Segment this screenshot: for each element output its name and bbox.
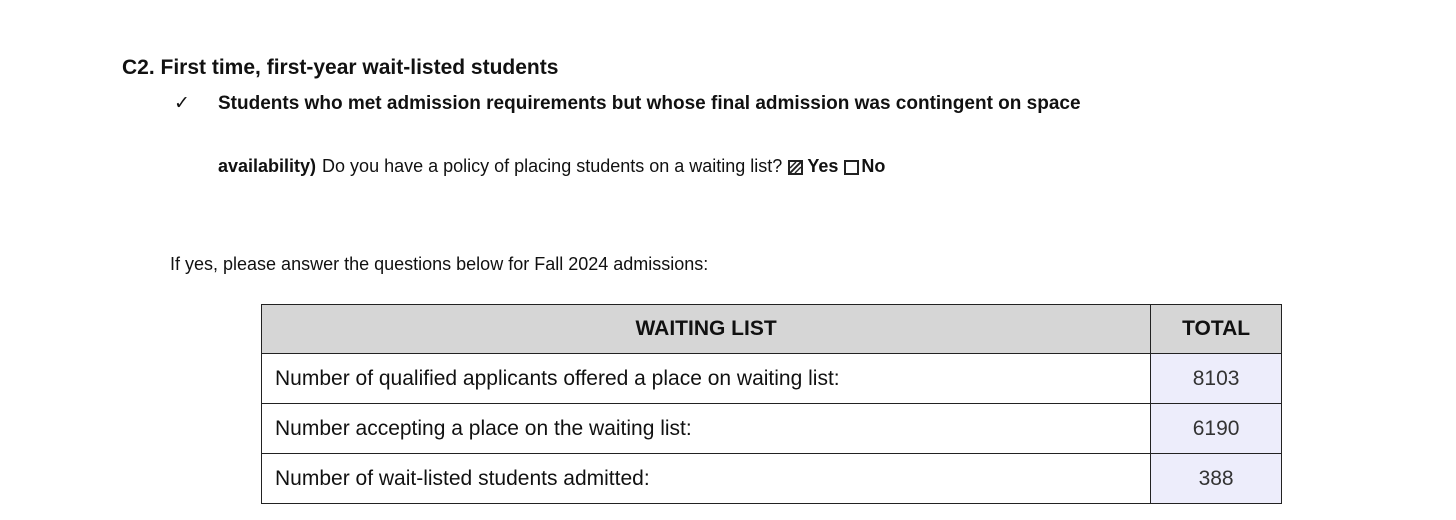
row-label: Number accepting a place on the waiting list: [262,404,1151,454]
header-total: TOTAL [1151,305,1282,354]
row-value-accepting[interactable]: 6190 [1151,404,1282,454]
yes-label: Yes [807,156,839,176]
table-header-row [262,305,1282,354]
waitlist-policy-question [218,156,885,177]
table-row [262,354,1282,404]
requirement-text: Students who met admission requirements but whose final admission was contingent on space [218,93,1081,114]
instructions-text: If yes, please answer the questions below for Fall 2024 admissions: [170,254,709,274]
checkmark-icon: ✓ [174,92,190,114]
row-value-admitted[interactable]: 388 [1151,454,1282,504]
checked-icon [790,162,801,173]
question-text: Do you have a policy of placing students on a waiting list? [322,156,783,176]
row-label: Number of wait-listed students admitted: [262,454,1151,504]
no-label: No [861,156,886,176]
waiting-list-table [261,304,1282,504]
table-row [262,454,1282,504]
no-checkbox[interactable] [844,160,859,175]
table-row [262,404,1282,454]
row-label: Number of qualified applicants offered a place on waiting list: [262,354,1151,404]
section-heading: C2. First time, first-year wait-listed students [122,56,559,79]
requirement-text-continued: availability) [218,156,317,176]
requirement-line [174,92,1081,115]
header-waiting-list: WAITING LIST [262,305,1151,354]
yes-checkbox[interactable] [788,160,803,175]
row-value-offered[interactable]: 8103 [1151,354,1282,404]
